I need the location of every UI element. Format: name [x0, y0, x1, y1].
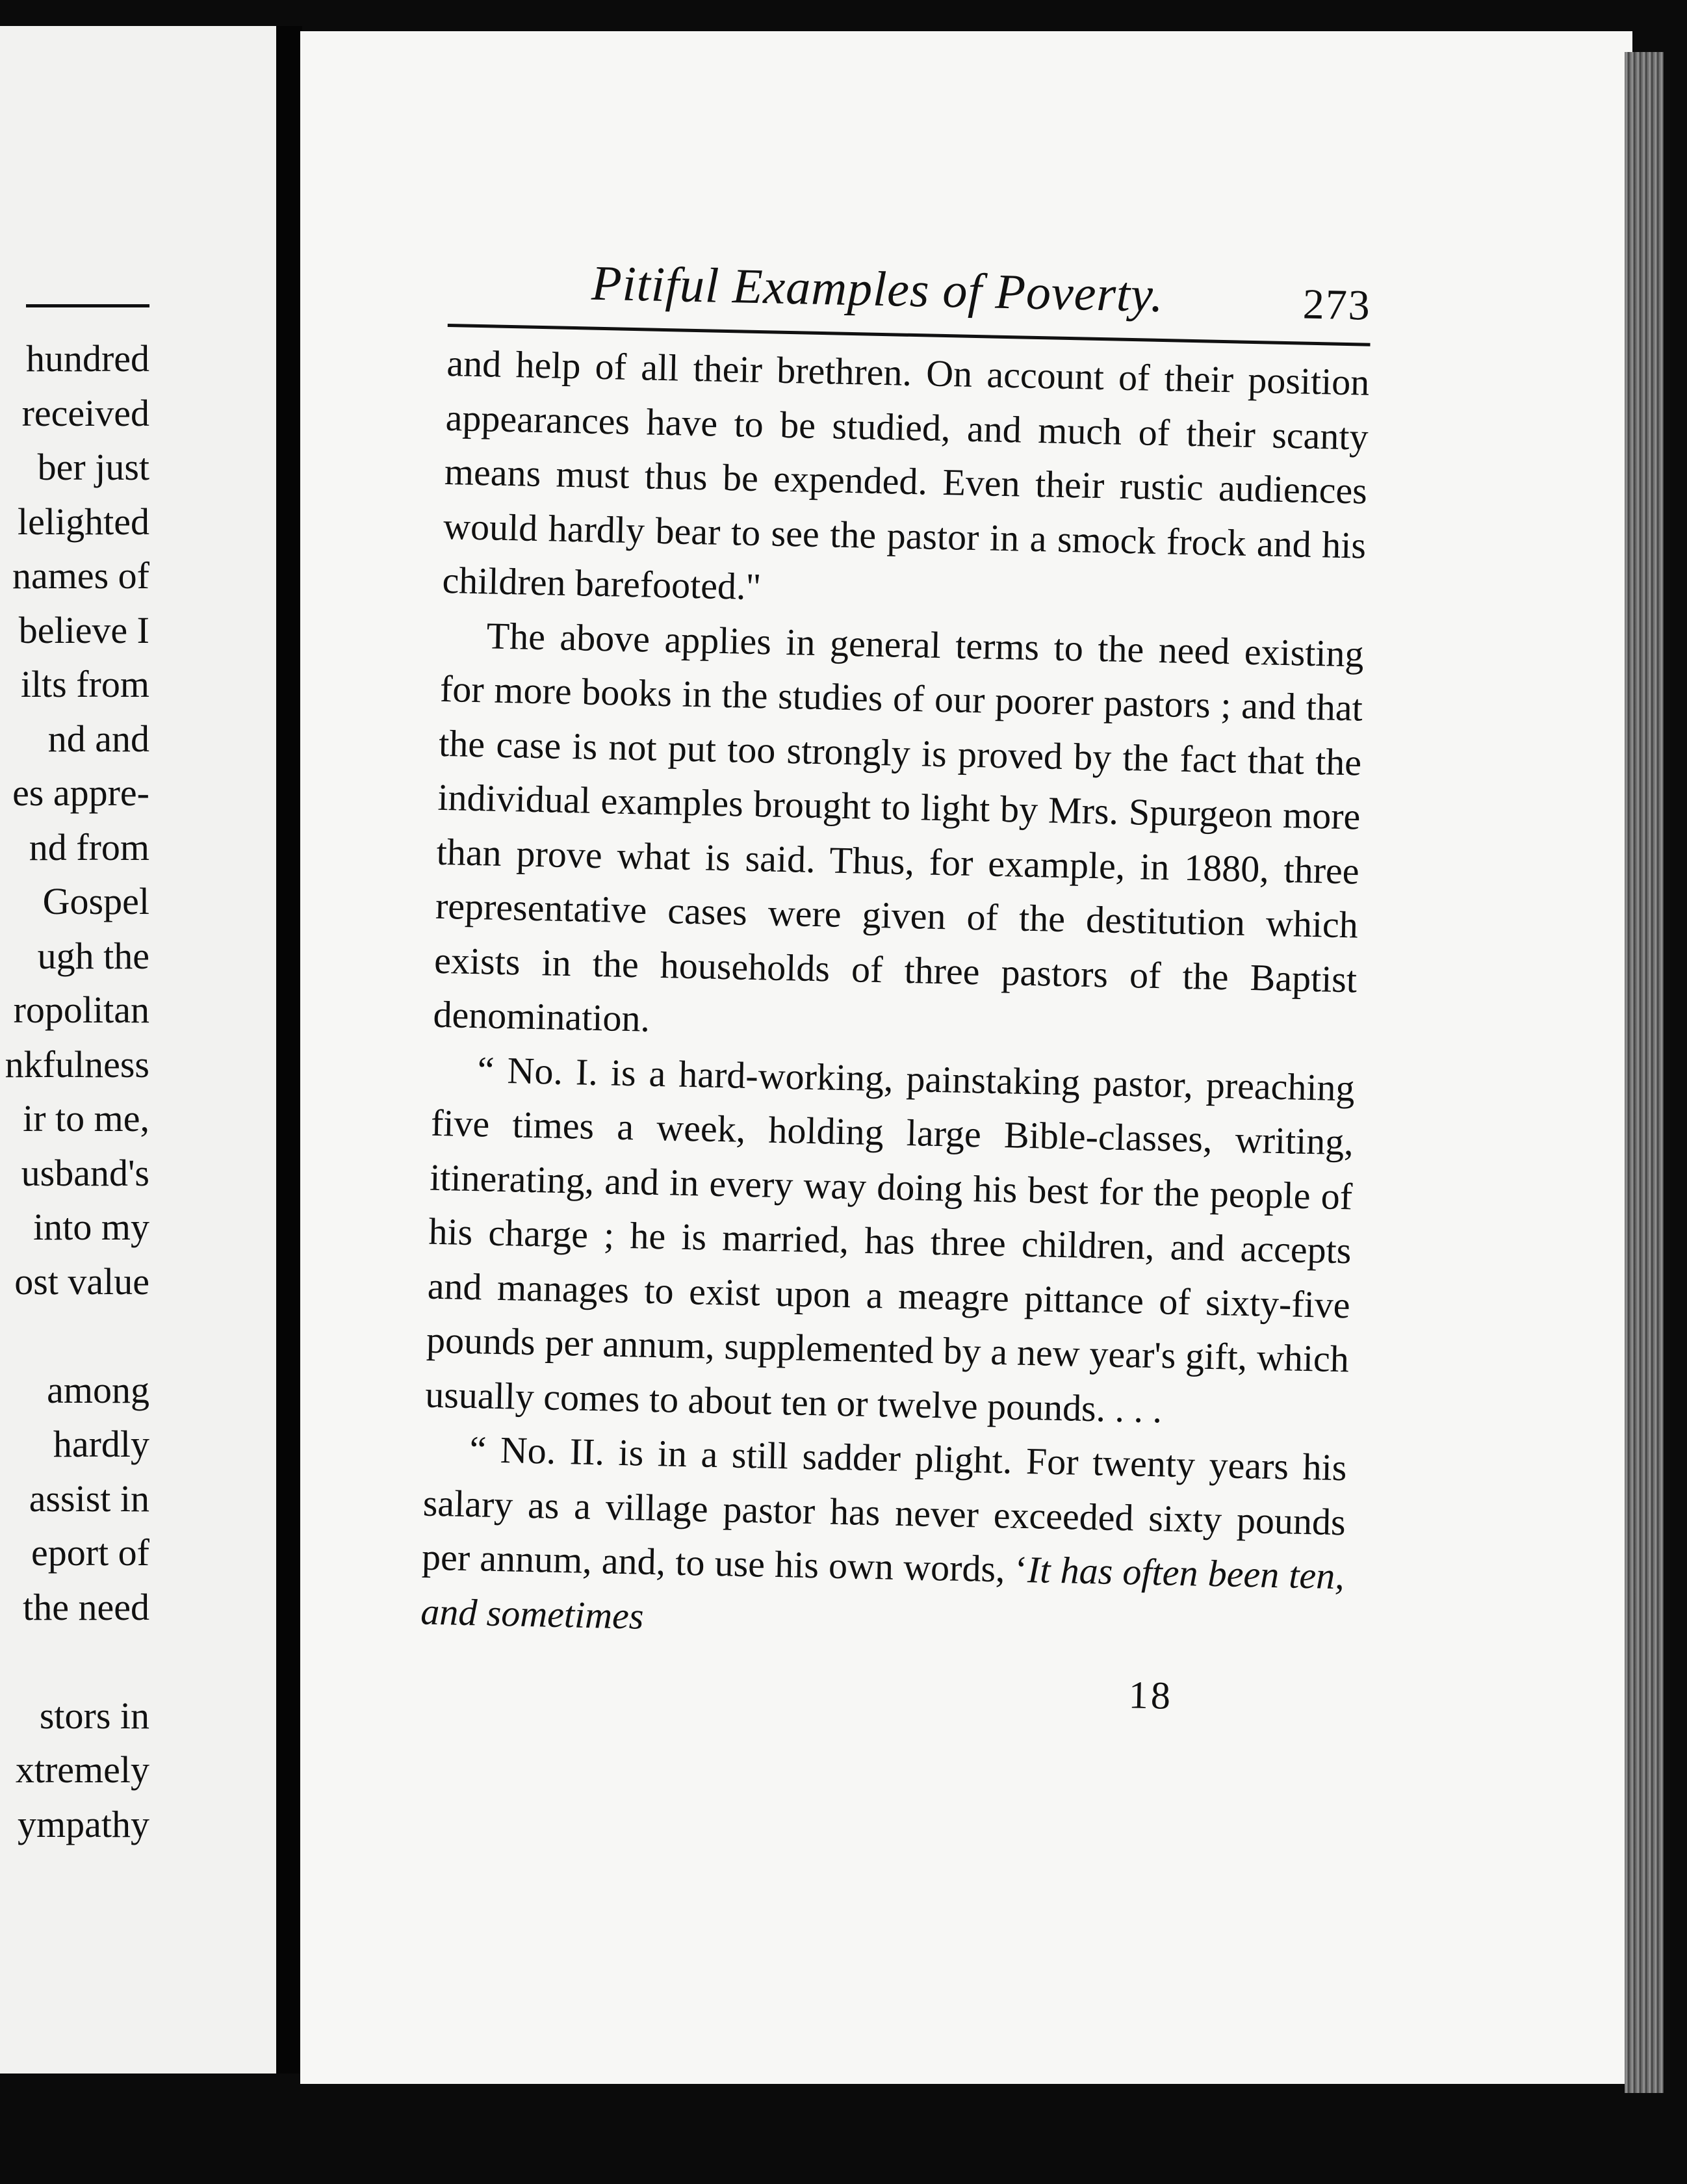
- left-page-rule: [26, 304, 149, 307]
- left-page-line: [0, 1308, 149, 1363]
- left-page-line: es appre-: [12, 772, 149, 814]
- page-number: 273: [1302, 280, 1372, 330]
- left-page-line: the need: [23, 1585, 149, 1628]
- left-page-line: [0, 1634, 149, 1689]
- left-page-text: [0, 332, 149, 1851]
- left-page-line: nkfulness: [5, 1043, 149, 1086]
- left-page-line: stors in: [39, 1694, 149, 1737]
- left-page-line: lelighted: [18, 500, 149, 543]
- left-page-line: ber just: [37, 446, 149, 488]
- left-page-line: ropolitan: [13, 989, 149, 1031]
- left-page-line: ympathy: [18, 1802, 149, 1845]
- right-page: [300, 31, 1632, 2084]
- paragraph-4: [420, 1422, 1347, 1658]
- left-page-line: hardly: [53, 1423, 149, 1465]
- left-page-line: nd and: [47, 717, 149, 760]
- left-page-line: names of: [12, 554, 149, 597]
- left-page-line: nd from: [29, 826, 149, 868]
- left-page-line: Gospel: [42, 880, 149, 922]
- signature-mark: 18: [1128, 1673, 1174, 1717]
- left-page-line: into my: [33, 1206, 149, 1248]
- left-page-line: believe I: [18, 608, 149, 651]
- book-spine: [276, 26, 302, 2074]
- left-page-line: eport of: [31, 1531, 149, 1574]
- left-page-line: ir to me,: [23, 1097, 149, 1139]
- left-page-line: xtremely: [15, 1748, 149, 1791]
- left-page-line: received: [21, 391, 149, 434]
- paragraph-1: and help of all their brethren. On account of their position appearances have to be studied, and much of their scanty means must thus be expended. Even their rustic audiences would hardly bear to see the pastor in a smock frock and his children barefooted.": [441, 341, 1370, 608]
- paragraph-4-italic: It has often been ten, and sometimes: [420, 1548, 1345, 1637]
- paragraph-4-text: “ No. II. is in a still sadder plight. For twenty years his salary as a village pastor has never exceeded sixty pounds per annum, and, to use his own words, ‘: [421, 1428, 1347, 1591]
- left-page-line: usband's: [21, 1151, 149, 1194]
- page-edges: [1625, 52, 1664, 2093]
- left-page-line: ilts from: [20, 663, 149, 705]
- left-page-line: assist in: [29, 1477, 149, 1520]
- left-page-line: ost value: [14, 1260, 149, 1303]
- paragraph-2: The above applies in general terms to the need existing for more books in the studies of our poorer pastors ; and that the case is not put too strongly is proved by the fact that the individual examples brought to light by Mrs. Spurgeon more than prove what is said. Thus, for example, in 1880, three representative cases were given of the destitution which exists in the households of three pastors of the Baptist denomination.: [432, 614, 1365, 1040]
- left-page-line: hundred: [25, 337, 149, 380]
- left-page-line: ugh the: [37, 934, 149, 977]
- left-page-line: among: [47, 1368, 149, 1411]
- running-title: Pitiful Examples of Poverty.: [591, 255, 1165, 323]
- page-content: [419, 226, 1372, 1722]
- left-facing-page: [0, 26, 276, 2074]
- running-header: [448, 226, 1372, 343]
- paragraph-3: “ No. I. is a hard-working, painstaking pastor, preaching five times a week, holding large Bible-classes, writing, itinerating, and in every way doing his best for the people of his charge ; he is married, has three children, and accepts and manages to exist upon a meagre pittance of sixty-five pounds per annum, supplemented by a new year's gift, which usually comes to about ten or twelve pounds. . . .: [424, 1048, 1356, 1431]
